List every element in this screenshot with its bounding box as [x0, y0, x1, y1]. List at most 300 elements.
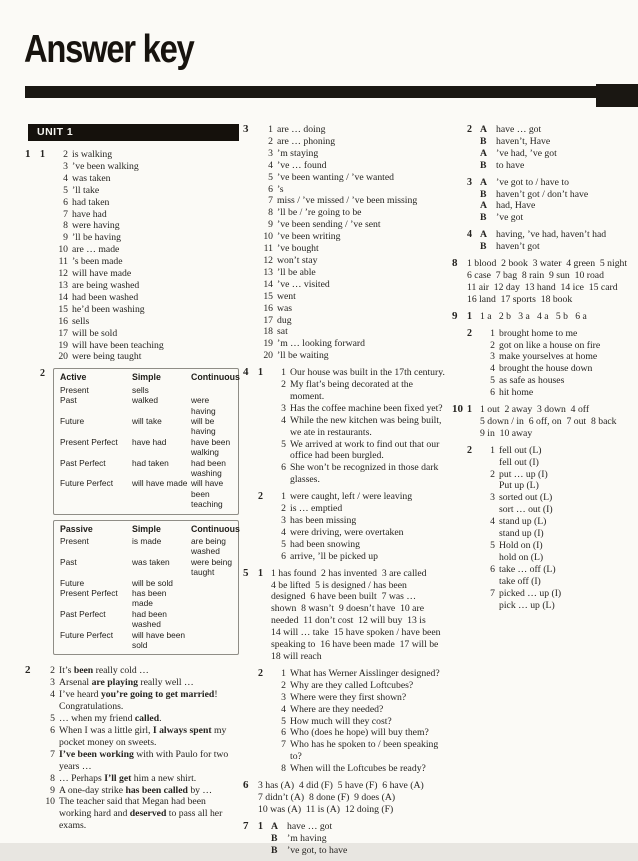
- item-text: Where are they needed?: [290, 703, 384, 715]
- answer-item: [53, 209, 239, 221]
- exercise-part: [258, 491, 449, 562]
- items-list: [480, 124, 638, 172]
- answer-item: [480, 212, 638, 224]
- answer-item: [271, 403, 449, 415]
- items-list: [258, 124, 449, 362]
- exercise-10: [452, 404, 638, 611]
- item-text: picked … up (I) pick … up (L): [499, 587, 562, 611]
- table-cell: had been washing: [191, 457, 226, 478]
- grammar-tables: [53, 368, 239, 660]
- item-number: A: [480, 124, 487, 135]
- item-text: ’ve been wanting / ’ve wanted: [277, 171, 395, 183]
- answer-item: [271, 415, 449, 439]
- answer-item: [271, 515, 449, 527]
- item-text: put … up (I) Put up (L): [499, 468, 548, 492]
- item-text: arrive, ’ll be picked up: [290, 550, 378, 562]
- answer-item: [271, 439, 449, 463]
- answer-item: [53, 173, 239, 185]
- item-number: 10: [263, 231, 273, 243]
- answer-item: [40, 677, 239, 689]
- item-number: 9: [268, 219, 273, 231]
- answer-item: [480, 148, 638, 160]
- table-cell: will have made: [132, 478, 188, 489]
- grammar-table: [53, 368, 239, 514]
- item-number: 10: [58, 244, 68, 256]
- item-text: to have: [496, 159, 525, 171]
- item-number: 4: [281, 526, 286, 538]
- answer-item: [480, 492, 638, 516]
- item-text: ’ll be / ’re going to be: [277, 207, 362, 219]
- item-text: Who (does he hope) will buy them?: [290, 727, 429, 739]
- answer-item: [258, 243, 449, 255]
- item-text: dug: [277, 314, 292, 326]
- item-text: brought home to me: [499, 327, 578, 339]
- table-cell: will be having: [191, 415, 216, 437]
- answer-item: [40, 749, 239, 773]
- item-text: haven’t got / don’t have: [496, 188, 589, 200]
- item-text: ’ve got, to have: [287, 844, 348, 856]
- table-cell: have been walking: [191, 436, 231, 458]
- item-number: 20: [263, 350, 273, 362]
- answer-item: [480, 229, 638, 241]
- item-number: 11: [58, 256, 68, 268]
- answer-item: [480, 445, 638, 469]
- answers-paragraph: 1 out 2 away 3 down 4 off 5 down / in 6 off, on 7 out 8 back 9 in 10 away: [480, 404, 617, 439]
- item-text: have … got: [496, 124, 542, 135]
- table-header-cell: Active: [60, 372, 87, 383]
- answer-item: [53, 316, 239, 328]
- item-text: ’ve been walking: [72, 160, 139, 172]
- table-row: [60, 385, 232, 395]
- item-text: ’ve got to / have to: [496, 176, 569, 188]
- exercise-number: 8: [452, 257, 458, 270]
- item-text: The teacher said that Megan had been working hard and deserved to pass all her exams.: [59, 796, 223, 832]
- item-text: was taken: [72, 172, 111, 184]
- exercise-part: [258, 367, 449, 486]
- table-cell: have had: [132, 436, 167, 447]
- item-text: Why are they called Loftcubes?: [290, 679, 414, 691]
- answer-item: [271, 739, 449, 763]
- table-cell: Past: [60, 395, 77, 406]
- item-text: Arsenal are playing really well …: [59, 677, 194, 689]
- exercise-7-continued: [452, 124, 638, 253]
- item-text: were having: [72, 220, 120, 232]
- table-cell: were being taught: [191, 556, 232, 578]
- exercise-number: 6: [243, 779, 249, 792]
- table-header-cell: Passive: [60, 523, 93, 534]
- answer-item: [271, 680, 449, 692]
- table-cell: [191, 385, 232, 395]
- item-text: ’m having: [287, 832, 327, 844]
- item-number: 10: [45, 796, 55, 808]
- grammar-table-passive: [53, 520, 239, 656]
- answer-item: [40, 689, 239, 713]
- item-text: has been missing: [290, 515, 357, 526]
- exercise-body: [40, 149, 239, 660]
- answer-item: [271, 727, 449, 739]
- answer-item: [53, 161, 239, 173]
- answer-item: [271, 367, 449, 379]
- table-header-cell: Continuous: [191, 523, 240, 534]
- item-number: 12: [58, 268, 68, 280]
- answer-item: [53, 149, 239, 161]
- item-number: 6: [490, 387, 495, 399]
- item-text: he’d been washing: [72, 303, 145, 315]
- exercise-body: [467, 404, 638, 611]
- answer-item: [40, 796, 239, 832]
- table-cell: Past Perfect: [60, 457, 106, 468]
- item-number: 11: [263, 243, 273, 255]
- answer-item: [271, 845, 449, 857]
- item-number: 17: [263, 314, 273, 326]
- table-cell: [191, 578, 232, 588]
- table-cell: has been made: [132, 588, 167, 609]
- exercise-7: [243, 821, 449, 857]
- table-row: [60, 458, 232, 479]
- answer-item: [480, 351, 638, 363]
- item-number: 3: [63, 160, 68, 172]
- part-number: 1: [467, 310, 472, 322]
- exercise-number-spacer: [452, 124, 467, 253]
- item-number: 1: [281, 367, 286, 379]
- items-list: [480, 445, 638, 612]
- table-cell: are being washed: [191, 536, 226, 557]
- answer-item: [53, 244, 239, 256]
- item-number: 4: [281, 414, 286, 426]
- answer-item: [40, 665, 239, 677]
- item-text: sells: [72, 315, 90, 327]
- item-number: 1: [268, 124, 273, 135]
- item-text: will have made: [72, 268, 132, 280]
- answer-item: [53, 351, 239, 363]
- answer-item: [258, 291, 449, 303]
- column-2: [243, 124, 449, 861]
- table-cell: Present: [60, 536, 89, 546]
- part-number: 2: [40, 368, 45, 380]
- part-number: 1: [467, 404, 472, 416]
- item-number: 6: [50, 725, 55, 736]
- table-cell: walked: [132, 395, 159, 406]
- item-text: miss / ’ve missed / ’ve been missing: [277, 195, 418, 207]
- exercise-part: [258, 668, 449, 775]
- table-header-row: [60, 523, 240, 534]
- item-text: sorted out (L) sort … out (I): [499, 492, 553, 516]
- items-list: [480, 328, 638, 399]
- table-header-cell: Simple: [132, 372, 161, 383]
- item-text: fell out (L) fell out (I): [499, 444, 542, 468]
- exercise-part: [467, 229, 638, 253]
- answer-item: [271, 716, 449, 728]
- item-text: Who has he spoken to / been speaking to?: [290, 739, 439, 763]
- answer-item: [271, 539, 449, 551]
- item-number: 5: [281, 438, 286, 450]
- item-number: 5: [281, 538, 286, 550]
- item-number: 8: [268, 207, 273, 219]
- item-number: 9: [50, 784, 55, 796]
- answer-item: [258, 172, 449, 184]
- item-text: While the new kitchen was being built, we ate in restaurants.: [290, 414, 442, 438]
- page-title: Answer key: [24, 28, 194, 71]
- exercise-number: 1: [25, 148, 31, 160]
- answer-item: [271, 668, 449, 680]
- exercise-5: [243, 568, 449, 775]
- table-cell: [191, 588, 232, 609]
- item-number: 7: [281, 739, 286, 751]
- part-number: 1: [258, 820, 263, 832]
- item-text: How much will they cost?: [290, 715, 392, 727]
- item-text: had been washed: [72, 291, 139, 303]
- answer-item: [480, 387, 638, 399]
- item-number: 7: [50, 748, 55, 760]
- table-row: [60, 536, 232, 557]
- table-row: [60, 578, 232, 588]
- item-number: 5: [281, 715, 286, 727]
- table-cell: will be sold: [132, 577, 173, 588]
- item-number: 5: [50, 713, 55, 725]
- answer-item: [480, 177, 638, 189]
- item-text: ’m staying: [277, 147, 319, 159]
- answer-item: [258, 184, 449, 196]
- answer-item: [258, 315, 449, 327]
- item-number: 2: [490, 468, 495, 480]
- item-number: 1: [281, 667, 286, 679]
- item-number: 7: [63, 208, 68, 220]
- item-number: 1: [281, 491, 286, 503]
- part-number: 4: [467, 229, 472, 241]
- item-number: 6: [281, 550, 286, 562]
- item-number: 13: [58, 279, 68, 291]
- exercise-1: [25, 149, 239, 660]
- part-number: 1: [258, 367, 263, 379]
- table-row: [60, 395, 232, 416]
- item-number: 5: [63, 184, 68, 196]
- exercise-body: [258, 367, 449, 563]
- item-number: 4: [281, 703, 286, 715]
- item-number: 2: [63, 149, 68, 160]
- item-text: Where were they first shown?: [290, 691, 407, 703]
- item-number: 2: [50, 665, 55, 677]
- item-number: 17: [58, 327, 68, 339]
- table-cell: Future Perfect: [60, 478, 114, 489]
- item-number: A: [480, 176, 487, 188]
- exercise-part: [467, 328, 638, 399]
- exercise-number: 9: [452, 309, 458, 322]
- exercise-part: [467, 311, 638, 323]
- item-text: ’ve bought: [277, 243, 319, 255]
- item-number: B: [480, 159, 487, 171]
- exercise-number: 2: [25, 664, 31, 677]
- answer-item: [480, 340, 638, 352]
- item-number: 19: [58, 339, 68, 351]
- answer-item: [480, 363, 638, 375]
- table-header-row: [60, 372, 240, 383]
- item-text: ’ll be having: [72, 232, 121, 244]
- table-cell: Past: [60, 556, 77, 567]
- answer-item: [480, 540, 638, 564]
- item-text: ’ll be able: [277, 266, 316, 278]
- exercise-9: [452, 311, 638, 399]
- item-number: 6: [63, 196, 68, 208]
- item-text: got on like a house on fire: [499, 339, 601, 351]
- exercise-2: [25, 665, 239, 832]
- item-number: 3: [281, 515, 286, 526]
- items-list: [271, 367, 449, 486]
- items-list: [53, 149, 239, 363]
- answer-item: [258, 160, 449, 172]
- part-number: 2: [467, 124, 472, 135]
- answer-item: [258, 267, 449, 279]
- item-number: 4: [268, 159, 273, 171]
- answer-item: [480, 189, 638, 201]
- answers-paragraph: 1 a 2 b 3 a 4 a 5 b 6 a: [480, 310, 587, 322]
- table-cell: was taken: [132, 556, 170, 567]
- table-cell: Present: [60, 384, 89, 395]
- answer-item: [258, 124, 449, 136]
- table-cell: had taken: [132, 457, 169, 468]
- item-text: had, Have: [496, 200, 536, 212]
- item-text: When I was a little girl, I always spent my pocket money on sweets.: [59, 725, 227, 748]
- table-row: [60, 557, 232, 578]
- item-number: 6: [490, 563, 495, 575]
- table-cell: Future: [60, 577, 85, 588]
- part-number: 2: [258, 491, 263, 503]
- answer-item: [480, 588, 638, 612]
- item-text: ’ve had, ’ve got: [496, 147, 557, 159]
- table-row: [60, 437, 232, 458]
- answer-item: [258, 195, 449, 207]
- item-number: 6: [268, 183, 273, 195]
- item-number: 9: [63, 232, 68, 244]
- item-number: 4: [63, 172, 68, 184]
- table-cell: will take: [132, 415, 162, 426]
- answer-item: [480, 241, 638, 253]
- answer-item: [271, 833, 449, 845]
- items-list: [271, 668, 449, 775]
- item-text: is walking: [72, 149, 113, 160]
- item-text: I’ve heard you’re going to get married! Congratulations.: [59, 689, 218, 713]
- answer-item: [40, 785, 239, 797]
- answer-item: [53, 197, 239, 209]
- item-number: 3: [490, 492, 495, 504]
- item-text: hit home: [499, 387, 534, 399]
- table-header-cell: Continuous: [191, 372, 240, 383]
- item-number: 16: [58, 315, 68, 327]
- answer-item: [271, 491, 449, 503]
- item-number: B: [271, 832, 278, 844]
- item-text: were caught, left / were leaving: [290, 491, 413, 503]
- answer-item: [53, 304, 239, 316]
- item-text: It’s been really cold …: [59, 665, 149, 677]
- item-number: 7: [268, 195, 273, 207]
- item-number: 3: [268, 147, 273, 159]
- answer-item: [271, 503, 449, 515]
- answer-item: [480, 200, 638, 212]
- answer-item: [480, 564, 638, 588]
- answer-item: [271, 379, 449, 403]
- table-row: [60, 416, 232, 437]
- items-list: [480, 229, 638, 253]
- page-edge-tab: [596, 84, 638, 107]
- exercise-part: [40, 149, 239, 363]
- item-text: take … off (L) take off (I): [499, 563, 556, 587]
- table-row: [60, 478, 232, 509]
- item-text: ’ve got: [496, 212, 524, 224]
- answer-item: [258, 279, 449, 291]
- item-text: A one-day strike has been called by …: [59, 784, 213, 796]
- item-text: have had: [72, 208, 107, 220]
- item-number: 3: [281, 691, 286, 703]
- item-number: 8: [63, 220, 68, 232]
- item-number: 16: [263, 302, 273, 314]
- answer-item: [271, 462, 449, 486]
- item-number: 2: [490, 339, 495, 351]
- part-number: 1: [40, 149, 45, 160]
- item-text: ’ve … found: [277, 159, 327, 171]
- item-number: B: [271, 844, 278, 856]
- part-number: 2: [258, 667, 263, 679]
- item-text: haven’t got: [496, 241, 540, 253]
- items-list: [480, 177, 638, 225]
- item-number: B: [480, 241, 487, 253]
- title-rule: [25, 86, 638, 98]
- column-3: [452, 124, 638, 616]
- item-text: Hold on (I) hold on (L): [499, 540, 544, 563]
- item-number: 14: [263, 278, 273, 290]
- item-number: 3: [490, 351, 495, 363]
- item-text: haven’t, Have: [496, 135, 551, 147]
- answer-item: [258, 219, 449, 231]
- item-number: 5: [490, 375, 495, 387]
- item-text: … Perhaps I’ll get him a new shirt.: [59, 772, 197, 784]
- item-text: are … doing: [277, 124, 326, 135]
- item-number: 2: [281, 503, 286, 515]
- exercise-8: [452, 258, 638, 306]
- exercise-6: [243, 780, 449, 816]
- answer-item: [40, 713, 239, 725]
- exercise-body: [258, 568, 449, 775]
- table-cell: will have been sold: [132, 629, 186, 651]
- item-text: … when my friend called.: [59, 713, 162, 725]
- item-number: 3: [50, 677, 55, 689]
- answers-paragraph: 3 has (A) 4 did (F) 5 have (F) 6 have (A) 7 didn’t (A) 8 done (F) 9 does (A) 10 was (A) 11 is (A) 12 doing (F): [258, 780, 424, 815]
- item-text: is … emptied: [290, 503, 343, 515]
- answer-item: [480, 375, 638, 387]
- answer-item: [258, 303, 449, 315]
- answer-item: [53, 340, 239, 352]
- table-cell: had been washed: [132, 608, 167, 630]
- item-number: 7: [490, 587, 495, 599]
- item-number: 18: [263, 326, 273, 338]
- item-text: having, ’ve had, haven’t had: [496, 229, 607, 241]
- answer-item: [480, 124, 638, 136]
- item-number: 1: [490, 327, 495, 339]
- item-text: were being taught: [72, 351, 142, 363]
- item-text: stand up (L) stand up (I): [499, 516, 547, 540]
- exercise-number: 4: [243, 366, 249, 379]
- part-number: 3: [467, 176, 472, 188]
- item-number: 2: [281, 379, 286, 391]
- answer-item: [258, 338, 449, 350]
- items-list: [271, 491, 449, 562]
- part-number: 2: [467, 444, 472, 456]
- table-cell: is made: [132, 536, 162, 546]
- answer-item: [53, 268, 239, 280]
- exercise-number: 10: [452, 403, 463, 416]
- item-number: 2: [281, 679, 286, 691]
- item-text: will have been teaching: [72, 339, 164, 351]
- item-number: 4: [490, 516, 495, 528]
- exercise-3: [243, 124, 449, 362]
